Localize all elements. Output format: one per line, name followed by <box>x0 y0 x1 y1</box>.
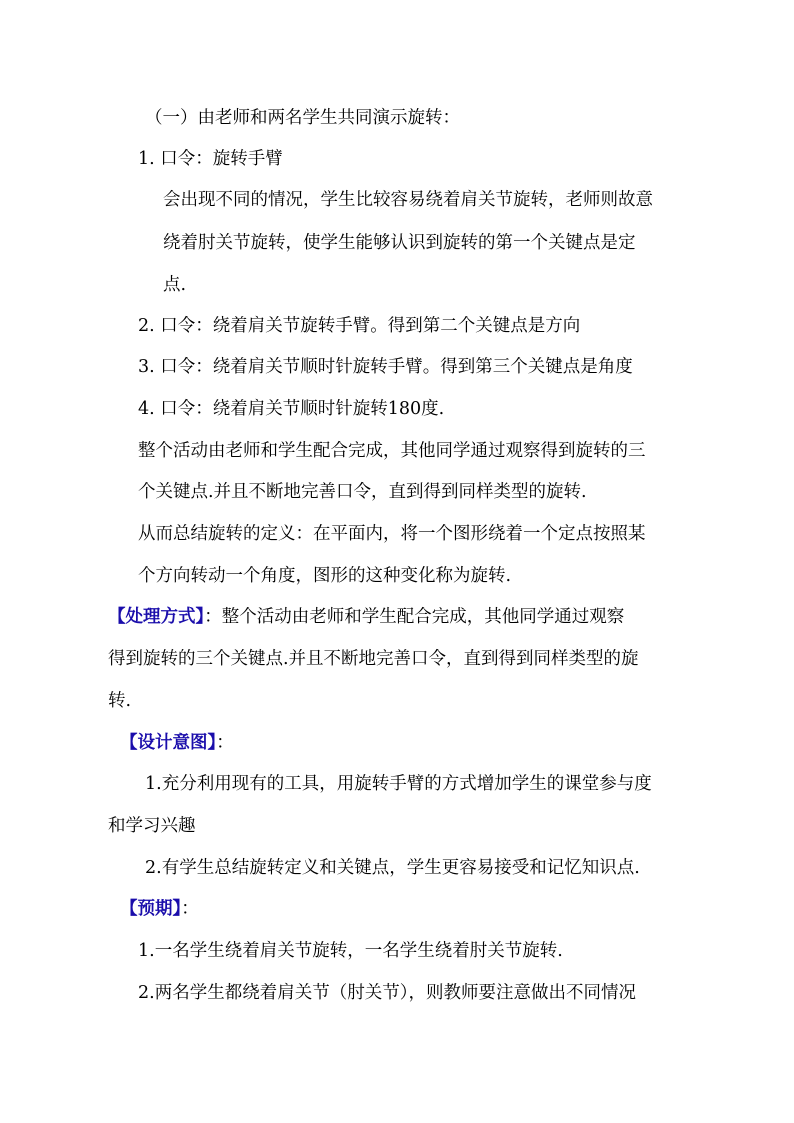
expect-heading <box>120 897 199 921</box>
design-label: 【设计意图】 <box>120 733 217 753</box>
method-first-line <box>108 605 624 629</box>
method-line-3: 转. <box>108 691 132 711</box>
section-heading: （一）由老师和两名学生共同演示旋转： <box>145 108 460 128</box>
item-2: 2. 口令：绕着肩关节旋转手臂。得到第二个关键点是方向 <box>138 316 581 336</box>
definition-line-1: 从而总结旋转的定义：在平面内，将一个图形绕着一个定点按照某 <box>138 524 646 544</box>
design-suffix: ： <box>216 733 234 753</box>
design-point-1-line-1: 1.充分利用现有的工具，用旋转手臂的方式增加学生的课堂参与度 <box>145 774 652 794</box>
design-point-1-line-2: 和学习兴趣 <box>108 816 196 836</box>
item-4: 4. 口令：绕着肩关节顺时针旋转180度. <box>138 399 445 419</box>
design-point-2: 2.有学生总结旋转定义和关键点，学生更容易接受和记忆知识点. <box>145 858 640 878</box>
item-1-desc-line-2: 绕着肘关节旋转，使学生能够认识到旋转的第一个关键点是定 <box>163 233 636 253</box>
method-label: 【处理方式】 <box>108 607 205 627</box>
method-text-first: ：整个活动由老师和学生配合完成，其他同学通过观察 <box>204 607 625 627</box>
expect-point-2: 2.两名学生都绕着肩关节（肘关节），则教师要注意做出不同情况 <box>138 983 636 1003</box>
item-3: 3. 口令：绕着肩关节顺时针旋转手臂。得到第三个关键点是角度 <box>138 357 633 377</box>
item-1-desc-line-3: 点. <box>163 275 187 295</box>
method-line-2: 得到旋转的三个关键点.并且不断地完善口令，直到得到同样类型的旋 <box>108 649 639 669</box>
definition-line-2: 个方向转动一个角度，图形的这种变化称为旋转. <box>138 566 512 586</box>
summary-line-2: 个关键点.并且不断地完善口令，直到得到同样类型的旋转. <box>138 482 587 502</box>
expect-point-1: 1.一名学生绕着肩关节旋转，一名学生绕着肘关节旋转. <box>138 941 563 961</box>
expect-suffix: ： <box>181 899 199 919</box>
item-1-desc-line-1: 会出现不同的情况，学生比较容易绕着肩关节旋转，老师则故意 <box>163 190 653 210</box>
design-heading <box>120 731 234 755</box>
summary-line-1: 整个活动由老师和学生配合完成，其他同学通过观察得到旋转的三 <box>138 441 646 461</box>
item-1-label: 1. 口令：旋转手臂 <box>138 149 283 169</box>
expect-label: 【预期】 <box>120 899 182 919</box>
